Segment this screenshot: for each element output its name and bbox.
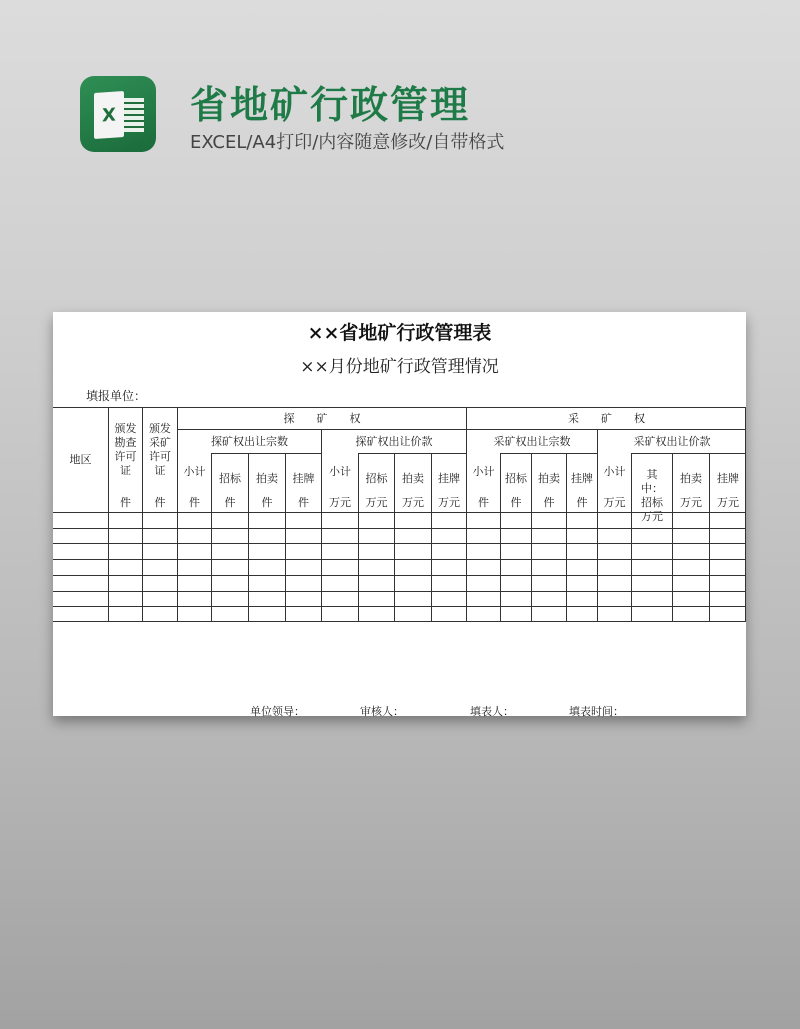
table-cell[interactable]: [431, 528, 466, 544]
table-cell[interactable]: [672, 591, 709, 607]
table-cell[interactable]: [248, 575, 285, 591]
table-cell[interactable]: [597, 528, 631, 544]
table-cell[interactable]: [321, 559, 358, 575]
header-min-count-auction: 拍卖 件: [531, 453, 566, 512]
table-cell[interactable]: [466, 606, 500, 622]
table-cell[interactable]: [53, 528, 108, 544]
table-cell[interactable]: [358, 543, 394, 559]
table-cell[interactable]: [531, 528, 566, 544]
banner-title: 省地矿行政管理: [190, 83, 471, 127]
table-cell[interactable]: [466, 543, 500, 559]
table-cell[interactable]: [285, 528, 321, 544]
table-cell[interactable]: [394, 591, 431, 607]
table-cell[interactable]: [672, 606, 709, 622]
table-cell[interactable]: [321, 543, 358, 559]
header-exp-count-auction: 拍卖 件: [248, 453, 285, 512]
table-cell[interactable]: [394, 606, 431, 622]
table-cell[interactable]: [142, 559, 177, 575]
header-survey-license: 颁发勘查许可证 件: [108, 407, 142, 512]
reporting-unit-label: 填报单位：: [86, 389, 147, 403]
header-exp-count-listing: 挂牌 件: [285, 453, 321, 512]
table-cell[interactable]: [709, 575, 746, 591]
table-cell[interactable]: [177, 543, 211, 559]
table-cell[interactable]: [566, 606, 597, 622]
table-cell[interactable]: [285, 512, 321, 528]
table-cell[interactable]: [566, 559, 597, 575]
table-cell[interactable]: [321, 606, 358, 622]
header-min-price: 采矿权出让价款: [597, 429, 746, 453]
header-min-count-subtotal: 小计 件: [466, 453, 500, 512]
table-cell[interactable]: [108, 543, 142, 559]
table-cell[interactable]: [285, 591, 321, 607]
table-cell[interactable]: [431, 559, 466, 575]
table-cell[interactable]: [248, 606, 285, 622]
header-exp-price: 探矿权出让价款: [321, 429, 466, 453]
table-cell[interactable]: [108, 559, 142, 575]
table-cell[interactable]: [211, 559, 248, 575]
sheet-subtitle: ××月份地矿行政管理情况: [300, 357, 499, 377]
table-cell[interactable]: [500, 559, 531, 575]
table-cell[interactable]: [358, 559, 394, 575]
header-min-count-bid: 招标 件: [500, 453, 531, 512]
table-cell[interactable]: [108, 575, 142, 591]
table-cell[interactable]: [431, 606, 466, 622]
table-cell[interactable]: [53, 559, 108, 575]
table-cell[interactable]: [177, 559, 211, 575]
table-cell[interactable]: [108, 606, 142, 622]
table-cell[interactable]: [321, 591, 358, 607]
table-cell[interactable]: [142, 543, 177, 559]
table-cell[interactable]: [53, 512, 108, 528]
table-cell[interactable]: [466, 575, 500, 591]
table-cell[interactable]: [500, 512, 531, 528]
table-cell[interactable]: [108, 591, 142, 607]
footer-reviewer: 审核人：: [360, 705, 404, 718]
table-cell[interactable]: [672, 559, 709, 575]
table-cell[interactable]: [53, 606, 108, 622]
table-cell[interactable]: [394, 543, 431, 559]
table-cell[interactable]: [142, 512, 177, 528]
table-cell[interactable]: [431, 575, 466, 591]
header-exp-count: 探矿权出让宗数: [177, 429, 321, 453]
table-cell[interactable]: [358, 606, 394, 622]
header-exp-count-bid: 招标 件: [211, 453, 248, 512]
table-cell[interactable]: [709, 543, 746, 559]
table-cell[interactable]: [394, 512, 431, 528]
header-min-count-listing: 挂牌 件: [566, 453, 597, 512]
table-cell[interactable]: [631, 606, 672, 622]
table-cell[interactable]: [466, 512, 500, 528]
table-cell[interactable]: [248, 543, 285, 559]
table-cell[interactable]: [672, 512, 709, 528]
table-cell[interactable]: [394, 575, 431, 591]
table-cell[interactable]: [431, 591, 466, 607]
excel-logo-icon: X: [80, 76, 156, 152]
header-exploration-rights: 探 矿 权: [177, 407, 466, 429]
table-cell[interactable]: [211, 575, 248, 591]
table-cell[interactable]: [177, 606, 211, 622]
table-cell[interactable]: [431, 512, 466, 528]
table-cell[interactable]: [358, 512, 394, 528]
table-cell[interactable]: [631, 543, 672, 559]
table-cell[interactable]: [631, 512, 672, 528]
header-min-price-bid: 其中：招标 万元: [631, 453, 672, 512]
table-cell[interactable]: [53, 543, 108, 559]
header-min-price-subtotal: 小计 万元: [597, 453, 631, 512]
table-cell[interactable]: [285, 575, 321, 591]
table-cell[interactable]: [531, 512, 566, 528]
footer-filler: 填表人：: [470, 705, 514, 718]
footer-leader: 单位领导：: [250, 705, 305, 718]
table-cell[interactable]: [211, 528, 248, 544]
table-cell[interactable]: [285, 606, 321, 622]
sheet-title: ××省地矿行政管理表: [307, 322, 492, 344]
table-cell[interactable]: [597, 512, 631, 528]
header-exp-count-subtotal: 小计 件: [177, 453, 211, 512]
table-cell[interactable]: [358, 528, 394, 544]
table-cell[interactable]: [466, 528, 500, 544]
table-cell[interactable]: [531, 559, 566, 575]
header-mining-rights: 采 矿 权: [466, 407, 746, 429]
header-min-price-auction: 拍卖 万元: [672, 453, 709, 512]
table-cell[interactable]: [597, 575, 631, 591]
table-cell[interactable]: [177, 575, 211, 591]
table-cell[interactable]: [709, 512, 746, 528]
table-cell[interactable]: [672, 543, 709, 559]
table-cell[interactable]: [631, 559, 672, 575]
table-cell[interactable]: [211, 512, 248, 528]
table-cell[interactable]: [631, 575, 672, 591]
table-cell[interactable]: [466, 559, 500, 575]
table-cell[interactable]: [108, 528, 142, 544]
table-cell[interactable]: [321, 512, 358, 528]
table-cell[interactable]: [709, 559, 746, 575]
table-cell[interactable]: [321, 575, 358, 591]
table-cell[interactable]: [709, 606, 746, 622]
header-min-price-listing: 挂牌 万元: [709, 453, 746, 512]
table-cell[interactable]: [285, 559, 321, 575]
table-cell[interactable]: [142, 591, 177, 607]
table-cell[interactable]: [631, 591, 672, 607]
table-cell[interactable]: [394, 528, 431, 544]
header-region: 地区: [53, 407, 108, 512]
table-cell[interactable]: [531, 606, 566, 622]
table-cell[interactable]: [500, 543, 531, 559]
footer-date: 填表时间：: [569, 705, 624, 718]
spreadsheet-preview: [53, 312, 746, 716]
table-cell[interactable]: [142, 575, 177, 591]
table-cell[interactable]: [566, 528, 597, 544]
table-cell[interactable]: [597, 606, 631, 622]
table-cell[interactable]: [531, 543, 566, 559]
table-cell[interactable]: [394, 559, 431, 575]
table-cell[interactable]: [177, 591, 211, 607]
header-exp-price-subtotal: 小计 万元: [321, 453, 358, 512]
table-cell[interactable]: [142, 606, 177, 622]
table-cell[interactable]: [566, 512, 597, 528]
table-cell[interactable]: [431, 543, 466, 559]
table-cell[interactable]: [500, 575, 531, 591]
table-cell[interactable]: [709, 528, 746, 544]
header-exp-price-listing: 挂牌 万元: [431, 453, 466, 512]
table-cell[interactable]: [285, 543, 321, 559]
table-cell[interactable]: [672, 575, 709, 591]
header-exp-price-bid: 招标 万元: [358, 453, 394, 512]
table-cell[interactable]: [531, 575, 566, 591]
table-cell[interactable]: [531, 591, 566, 607]
header-mining-license: 颁发采矿许可证 件: [142, 407, 177, 512]
management-table: [53, 407, 746, 622]
table-cell[interactable]: [211, 543, 248, 559]
table-cell[interactable]: [597, 559, 631, 575]
table-cell[interactable]: [177, 512, 211, 528]
table-cell[interactable]: [709, 591, 746, 607]
table-cell[interactable]: [466, 591, 500, 607]
table-cell[interactable]: [566, 575, 597, 591]
table-cell[interactable]: [500, 606, 531, 622]
table-cell[interactable]: [500, 528, 531, 544]
header-min-count: 采矿权出让宗数: [466, 429, 597, 453]
banner-subtitle: EXCEL/A4打印/内容随意修改/自带格式: [190, 132, 505, 153]
table-cell[interactable]: [566, 591, 597, 607]
table-cell[interactable]: [248, 591, 285, 607]
table-cell[interactable]: [248, 528, 285, 544]
table-cell[interactable]: [566, 543, 597, 559]
table-cell[interactable]: [597, 591, 631, 607]
table-cell[interactable]: [358, 575, 394, 591]
table-cell[interactable]: [631, 528, 672, 544]
table-cell[interactable]: [142, 528, 177, 544]
table-cell[interactable]: [211, 606, 248, 622]
table-cell[interactable]: [248, 512, 285, 528]
table-cell[interactable]: [500, 591, 531, 607]
table-cell[interactable]: [597, 543, 631, 559]
table-cell[interactable]: [248, 559, 285, 575]
table-cell[interactable]: [53, 591, 108, 607]
table-cell[interactable]: [108, 512, 142, 528]
header-exp-price-auction: 拍卖 万元: [394, 453, 431, 512]
table-cell[interactable]: [211, 591, 248, 607]
table-cell[interactable]: [53, 575, 108, 591]
table-cell[interactable]: [672, 528, 709, 544]
table-cell[interactable]: [358, 591, 394, 607]
table-cell[interactable]: [321, 528, 358, 544]
table-cell[interactable]: [177, 528, 211, 544]
